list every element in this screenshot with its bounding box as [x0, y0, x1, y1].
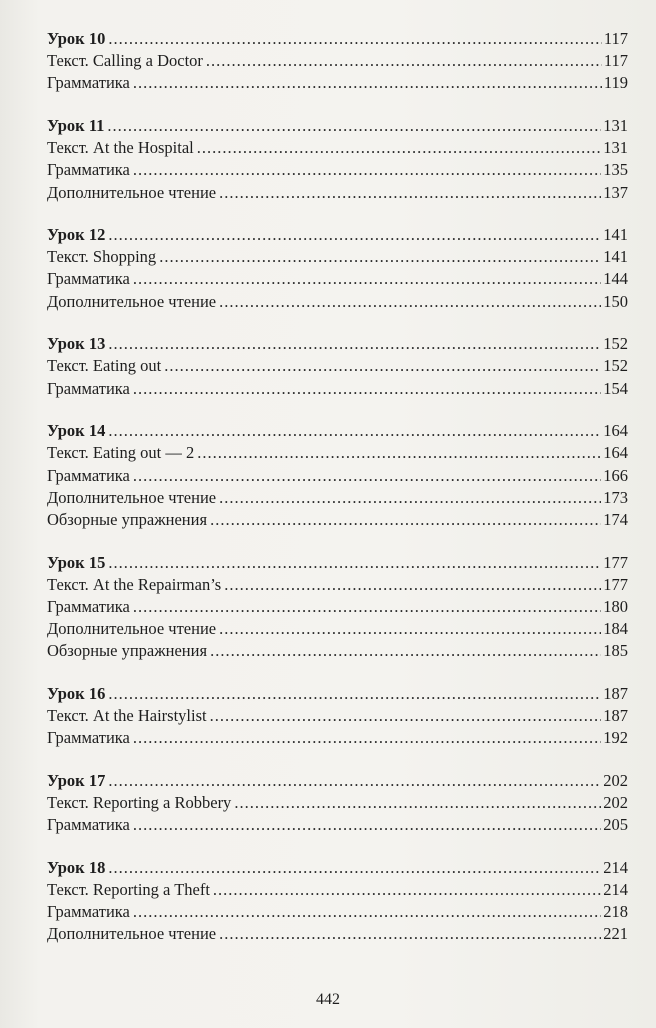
page-reference: 141	[603, 225, 628, 245]
page-reference: 144	[603, 269, 628, 289]
dot-leader	[108, 552, 601, 574]
page-reference: 164	[603, 443, 628, 463]
page-reference: 185	[603, 641, 628, 661]
entry-title: Текст. At the Repairman’s	[47, 574, 222, 594]
toc-entry-row	[47, 487, 628, 509]
dot-leader	[219, 923, 601, 945]
toc-entry-row	[47, 727, 628, 749]
entry-title: Дополнительное чтение	[47, 619, 217, 639]
dot-leader	[210, 705, 602, 727]
entry-title: Грамматика	[47, 728, 130, 748]
toc-entry-row	[47, 923, 628, 945]
lesson-title: Урок 13	[47, 334, 106, 354]
page-reference: 152	[603, 356, 628, 376]
dot-leader	[108, 683, 601, 705]
entry-title: Грамматика	[47, 815, 130, 835]
toc-entry-row	[47, 72, 628, 94]
toc-section	[47, 115, 628, 204]
lesson-heading-row	[47, 115, 628, 137]
dot-leader	[206, 50, 602, 72]
toc-entry-row	[47, 574, 628, 596]
entry-title: Грамматика	[47, 596, 130, 616]
toc-entry-row	[47, 640, 628, 662]
dot-leader	[133, 901, 601, 923]
page-reference: 214	[603, 857, 628, 877]
dot-leader	[133, 727, 601, 749]
toc-entry-row	[47, 182, 628, 204]
toc-section	[47, 333, 628, 400]
toc-section	[47, 224, 628, 313]
page-reference: 218	[603, 902, 628, 922]
dot-leader	[133, 596, 601, 618]
page-reference: 177	[603, 552, 628, 572]
page-reference: 192	[603, 728, 628, 748]
lesson-heading-row	[47, 333, 628, 355]
lesson-title: Урок 11	[47, 115, 105, 135]
dot-leader	[210, 509, 601, 531]
entry-title: Грамматика	[47, 73, 130, 93]
page-reference: 187	[603, 683, 628, 703]
toc-entry-row	[47, 291, 628, 313]
lesson-heading-row	[47, 28, 628, 50]
page-reference: 137	[603, 182, 628, 202]
entry-title: Обзорные упражнения	[47, 509, 208, 529]
page-reference: 135	[603, 160, 628, 180]
toc-entry-row	[47, 159, 628, 181]
page-reference: 184	[603, 619, 628, 639]
entry-title: Грамматика	[47, 902, 130, 922]
dot-leader	[108, 420, 601, 442]
section-gap	[47, 400, 628, 420]
toc-section	[47, 683, 628, 750]
dot-leader	[219, 291, 601, 313]
dot-leader	[219, 487, 601, 509]
toc-entry-row	[47, 268, 628, 290]
section-gap	[47, 662, 628, 682]
page-reference: 214	[603, 879, 628, 899]
dot-leader	[133, 159, 601, 181]
page-reference: 141	[603, 247, 628, 267]
toc-entry-row	[47, 355, 628, 377]
lesson-title: Урок 15	[47, 552, 106, 572]
page-reference: 131	[603, 115, 628, 135]
dot-leader	[213, 879, 601, 901]
section-gap	[47, 531, 628, 551]
toc-entry-row	[47, 618, 628, 640]
toc-entry-row	[47, 378, 628, 400]
dot-leader	[159, 246, 601, 268]
page-reference: 119	[603, 73, 628, 93]
page-reference: 177	[603, 574, 628, 594]
table-of-contents	[47, 28, 628, 946]
page-reference: 164	[603, 421, 628, 441]
toc-entry-row	[47, 814, 628, 836]
toc-section	[47, 857, 628, 946]
toc-section	[47, 420, 628, 531]
dot-leader	[197, 442, 601, 464]
dot-leader	[108, 333, 601, 355]
page-reference: 166	[603, 465, 628, 485]
entry-title: Грамматика	[47, 465, 130, 485]
dot-leader	[133, 465, 601, 487]
entry-title: Текст. Calling a Doctor	[47, 51, 203, 71]
dot-leader	[219, 182, 601, 204]
dot-leader	[219, 618, 601, 640]
toc-entry-row	[47, 879, 628, 901]
page-reference: 152	[603, 334, 628, 354]
section-gap	[47, 95, 628, 115]
toc-section	[47, 770, 628, 837]
entry-title: Грамматика	[47, 378, 130, 398]
toc-entry-row	[47, 705, 628, 727]
page-reference: 202	[603, 792, 628, 812]
dot-leader	[210, 640, 601, 662]
dot-leader	[108, 28, 602, 50]
page-reference: 173	[603, 487, 628, 507]
dot-leader	[107, 115, 601, 137]
lesson-title: Урок 18	[47, 857, 106, 877]
dot-leader	[108, 224, 601, 246]
page-reference: 187	[603, 706, 628, 726]
entry-title: Дополнительное чтение	[47, 291, 217, 311]
lesson-heading-row	[47, 857, 628, 879]
page-reference: 221	[603, 924, 628, 944]
page-reference: 117	[603, 51, 628, 71]
toc-entry-row	[47, 246, 628, 268]
entry-title: Текст. Eating out	[47, 356, 162, 376]
toc-entry-row	[47, 792, 628, 814]
toc-entry-row	[47, 442, 628, 464]
dot-leader	[133, 814, 601, 836]
page-reference: 205	[603, 815, 628, 835]
section-gap	[47, 836, 628, 856]
entry-title: Грамматика	[47, 269, 130, 289]
dot-leader	[133, 72, 602, 94]
toc-entry-row	[47, 509, 628, 531]
toc-entry-row	[47, 50, 628, 72]
page-reference: 180	[603, 596, 628, 616]
entry-title: Текст. Shopping	[47, 247, 157, 267]
section-gap	[47, 313, 628, 333]
entry-title: Текст. Reporting a Robbery	[47, 792, 232, 812]
page-reference: 131	[603, 138, 628, 158]
lesson-title: Урок 14	[47, 421, 106, 441]
lesson-heading-row	[47, 683, 628, 705]
entry-title: Дополнительное чтение	[47, 182, 217, 202]
lesson-heading-row	[47, 420, 628, 442]
entry-title: Текст. Eating out — 2	[47, 443, 195, 463]
dot-leader	[108, 770, 601, 792]
toc-entry-row	[47, 596, 628, 618]
dot-leader	[108, 857, 601, 879]
entry-title: Дополнительное чтение	[47, 924, 217, 944]
lesson-title: Урок 17	[47, 770, 106, 790]
lesson-title: Урок 10	[47, 29, 106, 48]
section-gap	[47, 204, 628, 224]
lesson-heading-row	[47, 770, 628, 792]
toc-entry-row	[47, 137, 628, 159]
lesson-heading-row	[47, 224, 628, 246]
dot-leader	[164, 355, 601, 377]
entry-title: Обзорные упражнения	[47, 641, 208, 661]
toc-section	[47, 552, 628, 663]
entry-title: Текст. At the Hairstylist	[47, 706, 207, 726]
lesson-title: Урок 12	[47, 225, 106, 245]
page-number: 442	[316, 991, 340, 1008]
dot-leader	[234, 792, 601, 814]
lesson-heading-row	[47, 552, 628, 574]
dot-leader	[224, 574, 601, 596]
dot-leader	[133, 268, 601, 290]
toc-section	[47, 28, 628, 95]
entry-title: Текст. Reporting a Theft	[47, 879, 210, 899]
toc-entry-row	[47, 465, 628, 487]
dot-leader	[133, 378, 601, 400]
entry-title: Текст. At the Hospital	[47, 138, 194, 158]
page-reference: 174	[603, 509, 628, 529]
page-reference: 154	[603, 378, 628, 398]
page-reference: 202	[603, 770, 628, 790]
page-reference: 150	[603, 291, 628, 311]
page-reference: 117	[603, 29, 628, 48]
entry-title: Грамматика	[47, 160, 130, 180]
dot-leader	[197, 137, 602, 159]
lesson-title: Урок 16	[47, 683, 106, 703]
entry-title: Дополнительное чтение	[47, 487, 217, 507]
section-gap	[47, 749, 628, 769]
toc-entry-row	[47, 901, 628, 923]
